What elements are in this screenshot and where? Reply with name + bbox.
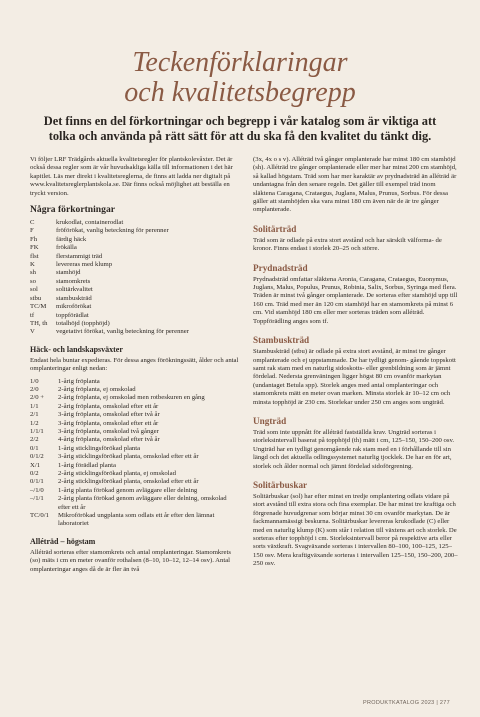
alle-heading: Alléträd – högstam <box>30 536 96 546</box>
abbreviations-code: flst <box>30 252 39 260</box>
abbreviations-row <box>30 295 240 303</box>
hedge-intro: Endast hela buntar expedieras. För dessa anges förökningssätt, ålder och antal omplanteringar enligt nedan: <box>30 356 239 373</box>
left-intro: Vi följer LRF Trädgårds aktuella kvalitetsregler för plantskolevåxter. Det är också dessa regler som är vår huvudsakliga källa till informationen i det här kapitlet. Läs mer direkt i kvalitetsreglerna, de finns att ladda ner digitalt på www.kvalitetsreglerplantskola.se. Där finns också möjlighet att beställa en tryckt version. <box>30 156 233 197</box>
abbreviations-row <box>30 312 240 320</box>
abbreviations-desc: totalhöjd (topphöjd) <box>56 319 110 327</box>
abbreviations-desc: solitärkvalitet <box>56 286 93 294</box>
abbreviations-row <box>30 236 240 244</box>
abbreviations-desc: fröförökat, vanlig beteckning för perenner <box>56 227 169 235</box>
abbreviations-code: so <box>30 277 36 285</box>
hedge_codes-desc: 4-årig fröplanta, omskolad efter två år <box>58 436 160 444</box>
hedge_codes-row <box>30 470 240 478</box>
abbreviations-row <box>30 253 240 261</box>
section-text: Solitärbuskar (sol) har efter minst en tredje omplantering odlats vidare på stort avstånd till extra stora och fina exemplar. De har minst tre kraftiga och förgrenade huvudgrenar som börjar minst 30 cm ovanför markytan. De är fackmannamässigt beskurna. Solitärbuskar levereras krukodlade (C) eller med en naturlig klump (K) som står i relation till växtens art och storlek. De sorteras efter topphöjd i cm. Storleksintervall beror på respektive arts eller sorts växtkraft. Svagväxande sorteras i intervallen 80–100, 100–125, 125–150 osv. Mera kraftigväxande sorteras i intervallen 125–150, 150–200, 200–250 osv. <box>253 492 458 568</box>
abbreviations-code: TC/M <box>30 303 47 311</box>
alle-text: Alléträd sorteras efter stamomkrets och antal omplanteringar. Stamomkrets (so) mäts i cm en meter ovanför rothalsen (8–10, 10–12, 12–14 osv). Antal omplanteringar anges då de är fler än två <box>30 548 231 573</box>
left-column <box>30 156 240 574</box>
abbreviations-code: C <box>30 219 35 227</box>
sections <box>253 224 458 569</box>
hedge_codes-code: X/1 <box>30 461 41 469</box>
hedge_codes-code: 2/2 <box>30 436 39 444</box>
right-intro: (3x, 4x o s v). Alléträd två gånger omplanterade har minst 180 cm stamhöjd (sh). Alléträd tre gånger omplanterade eller mer har minst 200 cm stamhöjd, så kallad högstam. Träd som har mer karaktär av prydnadsträd än alléträd är undantagna från den senare regeln. Det gäller till exempel träd inom släktena Caragana, Crataegus, Juglans, Malus, Prunus, Sorbus. För dessa gäller att stamhöjden ska vara minst 180 cm även när de är tre gånger omplanterade. <box>253 156 457 214</box>
abbreviations-desc: krukodlat, containerodlat <box>56 219 124 227</box>
section-text: Träd som inte uppnått för alléträd fastställda krav. Ungträd sorteras i storleksintervall baserat på topphöjd (th) mätt i cm, 125–150, 150–200 osv. Ungträd har en tydligt genomgående rak stam med en i förhållande till sin längd och det aktuella odlingssystemet naturlig tjocklek. De har en för art, storlek och ålder normal och jämnt fördelad sidoförgrening. <box>253 428 455 470</box>
hedge_codes-code: –/1/0 <box>30 486 44 494</box>
abbreviations-desc: stamhöjd <box>56 269 81 277</box>
abbreviations-row <box>30 320 240 328</box>
hedge_codes-desc: 3-årig fröplanta, omskolad efter ett år <box>58 419 159 427</box>
abbreviations-code: sh <box>30 269 36 277</box>
hedge_codes-desc: 3-årig fröplanta, omskolad efter två år <box>58 411 160 419</box>
hedge-list <box>30 378 240 529</box>
hedge_codes-code: 1/1/1 <box>30 427 44 435</box>
hedge_codes-row <box>30 403 240 411</box>
section-heading: Prydnadsträd <box>253 262 308 273</box>
hedge_codes-row <box>30 512 240 529</box>
hedge-heading: Häck- och landskapsväxter <box>30 344 123 354</box>
section-heading: Solitärbuskar <box>253 479 308 490</box>
hedge_codes-code: TC/0/1 <box>30 512 49 520</box>
abbreviations-desc: vegetativt förökat, vanlig beteckning för perenner <box>56 328 189 336</box>
hedge_codes-desc: 2-årig planta förökad genom avläggare eller delning, omskolad efter ett år <box>58 495 227 511</box>
hedge_codes-row <box>30 386 240 394</box>
abbreviations-desc: flerstammigt träd <box>56 252 103 260</box>
abbreviations-desc: frökälla <box>56 244 77 252</box>
abbreviations-row <box>30 244 240 252</box>
hedge_codes-row <box>30 462 240 470</box>
abbreviations-row <box>30 286 240 294</box>
hedge_codes-row <box>30 420 240 428</box>
section-heading: Solitärträd <box>253 223 297 234</box>
hedge_codes-code: 0/1/2 <box>30 453 44 461</box>
hedge_codes-code: 2/0 <box>30 385 39 393</box>
abbreviations-code: V <box>30 328 35 336</box>
abbreviations-desc: mikroförökat <box>56 303 92 311</box>
abbr-list <box>30 219 240 337</box>
abbreviations-desc: levereras med klump <box>56 261 113 269</box>
hedge_codes-desc: 1-årig fröplanta <box>58 377 100 385</box>
abbreviations-row <box>30 219 240 227</box>
section-text: Träd som är odlade på extra stort avstånd och har särskilt välforma- de kronor. Finns endast i storlek 20–25 och större. <box>253 236 442 253</box>
hedge_codes-code: –/1/1 <box>30 495 44 503</box>
hedge_codes-code: 1/2 <box>30 419 39 427</box>
hedge_codes-code: 0/1 <box>30 444 39 452</box>
abbreviations-row <box>30 227 240 235</box>
abbreviations-desc: stambuskträd <box>56 294 92 302</box>
abbreviations-code: TH, th <box>30 319 48 327</box>
hedge_codes-code: 1/0 <box>30 377 39 385</box>
abbreviations-row <box>30 269 240 277</box>
hedge_codes-code: 2/1 <box>30 411 39 419</box>
hedge_codes-desc: 3-årig fröplanta, omskolad två gånger <box>58 427 159 435</box>
hedge_codes-row <box>30 478 240 486</box>
hedge_codes-desc: Mikroförökad ungplanta som odlats ett år efter den lämnat laboratoriet <box>58 512 215 528</box>
hedge_codes-row <box>30 378 240 386</box>
hedge_codes-desc: 2-årig fröplanta, ej omskolad men rotbeskuren en gång <box>58 394 205 402</box>
hedge_codes-code: 0/1/1 <box>30 478 44 486</box>
abbreviations-code: tf <box>30 311 35 319</box>
section-text: Stambuskträd (stbu) är odlade på extra stort avstånd, är minst tre gånger omplanterade och ej uppstammade. De har tydligt genom- gående toppskott samt rak stam med en naturlig sidoskotts- eller grenbildning som är jämnt fördelad. Nedersta grenväningen ligger högst 80 cm ovanför markytan (undantaget Betula spp). Storlek anges med antal omplanteringar och stamomkrets mätt en meter ovan marken. Minsta storlek är 10–12 cm och minsta topphöjd är 230 cm. Storlekar under 250 cm anges som ungträd. <box>253 348 456 406</box>
abbreviations-row <box>30 328 240 336</box>
abbreviations-code: F <box>30 227 34 235</box>
hedge_codes-desc: 1-årig förädlad planta <box>58 461 116 469</box>
page-footer: PRODUKTKATALOG 2023 | 277 <box>363 700 450 706</box>
hedge_codes-desc: 1-årig planta förökad genom avläggare eller delning <box>58 486 198 494</box>
section-heading: Ungträd <box>253 415 287 426</box>
hedge_codes-row <box>30 394 240 402</box>
abbreviations-desc: stamomkrets <box>56 277 91 285</box>
intro-text: Det finns en del förkortningar och begrepp i vår katalog som är viktiga att tolka och använda på rätt sätt för att du ska få den kvalitet du tänkt dig. <box>43 114 437 143</box>
hedge_codes-row <box>30 487 240 495</box>
hedge_codes-desc: 2-årig fröplanta, ej omskolad <box>58 385 136 393</box>
abbreviations-code: FK <box>30 244 39 252</box>
hedge_codes-desc: 3-årig sticklingsförökad planta, omskolad efter ett år <box>58 453 199 461</box>
abbreviations-desc: toppförädlat <box>56 311 89 319</box>
hedge_codes-code: 0/2 <box>30 470 39 477</box>
page-title-line2: och kvalitetsbegrepp <box>124 77 356 108</box>
hedge_codes-row <box>30 436 240 444</box>
hedge_codes-desc: 2-årig sticklingsförökad planta, ej omskolad <box>58 470 176 477</box>
page-title-line1: Teckenförklaringar <box>132 47 348 78</box>
abbreviations-row <box>30 303 240 311</box>
abbreviations-row <box>30 261 240 269</box>
abbreviations-desc: färdig häck <box>56 235 87 243</box>
hedge_codes-desc: 1-årig sticklingsförökad planta <box>58 444 141 452</box>
hedge_codes-code: 2/0 + <box>30 394 44 402</box>
hedge_codes-code: 1/1 <box>30 402 39 410</box>
abbr-heading: Några förkortningar <box>30 204 115 216</box>
hedge_codes-desc: 2-årig sticklingsförökad planta, omskolad efter ett år <box>58 478 199 486</box>
abbreviations-code: stbu <box>30 294 42 302</box>
hedge_codes-row <box>30 428 240 436</box>
hedge_codes-row <box>30 453 240 461</box>
abbreviations-code: K <box>30 261 35 269</box>
hedge_codes-row <box>30 495 240 512</box>
hedge_codes-desc: 2-årig fröplanta, omskolad efter ett år <box>58 402 159 410</box>
section-text: Prydnadsträd omfattar släktena Aronia, Caragana, Crataegus, Euonymus, Juglans, Malus, Populus, Prunus, Robinia, Salix, Sorbus, Syringa med flera. Träden är minst två gånger omplanterade. De sorteras efter stamhöjd upp till 160 cm. Träd med mer än 120 cm stamhöjd har en stamomkrets på minst 6 cm. Vid stamhöjd 180 cm eller mer sorteras träden som alléträd. Toppförädling anges som tf. <box>253 275 458 325</box>
abbreviations-code: Fh <box>30 235 38 243</box>
hedge_codes-row <box>30 445 240 453</box>
abbreviations-row <box>30 278 240 286</box>
abbreviations-code: sol <box>30 286 38 294</box>
hedge_codes-row <box>30 411 240 419</box>
right-column <box>253 156 458 569</box>
section-heading: Stambuskträd <box>253 335 310 346</box>
